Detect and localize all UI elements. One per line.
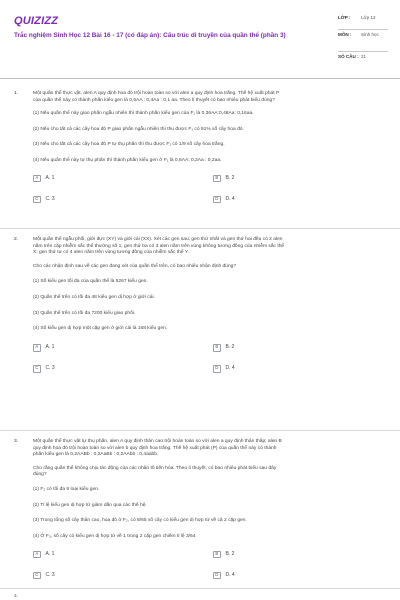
option-d[interactable] (213, 195, 235, 205)
next-question-number: 4. (14, 594, 19, 599)
question-stem-line: của quần thể này có thành phần kiểu gen là 0,5AA : 0,4Aa : 0,1 aa. Theo lí thuyết có bao nhiêu phát biểu đúng? (33, 97, 275, 103)
option-c[interactable] (33, 570, 55, 580)
option-d[interactable] (213, 364, 235, 374)
option-b[interactable] (213, 549, 234, 559)
option-letter-box: B (213, 175, 221, 183)
option-letter-box: D (213, 196, 221, 204)
statement: (1) Số kiểu gen tối đa của quần thể là 5267 kiểu gen. (33, 279, 148, 285)
option-letter-box: C (33, 196, 41, 204)
meta-label-socau: SỐ CÂU : (338, 54, 359, 59)
question-prompt: Cho các nhận định sau về các gen đang xét của quần thể trên, có bao nhiêu nhận định đúng? (33, 263, 237, 269)
meta-row-lop (338, 13, 388, 30)
question-body (33, 237, 388, 383)
question-stem-line: Một quần thể ngẫu phối, giới đực (XY) và giới cái (XX). Xét các gen sau: gen thứ nhất và gen thứ hai đều có 2 alen (33, 237, 283, 242)
question-stem-line: Một quần thể thực vật, alen A quy định hoa đỏ trội hoàn toàn so với alen a quy định hoa trắng. Thế hệ xuất phát P (33, 91, 280, 96)
question-number: 1. (14, 91, 19, 96)
option-c[interactable] (33, 195, 55, 205)
option-label: A. 1 (45, 551, 55, 558)
meta-value-mon: Sinh học (361, 32, 379, 37)
meta-row-socau (338, 52, 388, 67)
meta-value-socau: 21 (361, 54, 367, 59)
quizizz-logo: QUIZIZZ (14, 15, 59, 27)
statement: (4) Nếu quần thể này tự thụ phấn thì thành phần kiểu gen ở F₁ là 0,6AA: 0,2Aa : 0,2aa. (33, 157, 222, 163)
option-a[interactable] (33, 343, 54, 353)
option-d[interactable] (213, 570, 235, 580)
option-label: D. 4 (225, 196, 235, 203)
question-number: 3. (14, 439, 19, 444)
option-a[interactable] (33, 174, 54, 184)
option-letter-box: D (213, 365, 221, 373)
statement: (2) Nếu cho tất cả các cây hoa đỏ P giao phấn ngẫu nhiên thì thu được F₁ có 91% số cây hoa đỏ. (33, 126, 244, 132)
option-letter-box: A (33, 551, 41, 559)
question-stem-line: quy định hoa đỏ trội hoàn toàn so với alen b quy định hoa trắng. Thế hệ xuất phát (P) của quần thể này có thành (33, 445, 277, 451)
statement: (3) Trong tổng số cây thân cao, hoa đỏ ở F₂, có 8/65 số cây có kiểu gen dị hợp tử về cả 2 cặp gen. (33, 518, 247, 524)
option-b[interactable] (213, 343, 234, 353)
option-label: C. 3 (45, 196, 55, 203)
option-label: B. 2 (225, 175, 235, 182)
option-label: A. 1 (45, 175, 55, 182)
question-stem-line: Một quần thể thực vật tự thụ phấn, alen A quy định thân cao trội hoàn toàn so với alen a quy định thân thấp; alen B (33, 439, 282, 444)
option-label: B. 2 (225, 551, 235, 558)
statement: (3) Nếu cho tất cả các cây hoa đỏ P tự thụ phấn thì thu được F₁ có 1/9 số cây hoa trắng. (33, 142, 225, 148)
question-number: 2. (14, 237, 19, 242)
question-stem-line: phần kiểu gen là 0,2AABb : 0,2AaBb : 0,2AAbb : 0,4aabb. (33, 452, 159, 458)
page-title: Trắc nghiệm Sinh Học 12 Bài 16 - 17 (có đáp án): Cấu trúc di truyền của quần thể (phần 3) (14, 32, 286, 39)
option-letter-box: D (213, 572, 221, 580)
question-prompt-line: Cho rằng quần thể không chịu tác động của các nhân tố tiến hóa. Theo lí thuyết, có bao nhiêu phát biểu sau đây (33, 465, 277, 471)
question-divider (0, 588, 400, 589)
option-label: C. 3 (45, 365, 55, 372)
answer-options (33, 549, 388, 589)
option-label: C. 3 (45, 572, 55, 579)
option-letter-box: A (33, 344, 41, 352)
option-b[interactable] (213, 174, 234, 184)
meta-value-lop: Lớp 12 (361, 15, 376, 20)
option-c[interactable] (33, 364, 55, 374)
question-stem-line: X; gen thứ tư có 4 alen nằm trên vùng tương đồng của nhiễm sắc thể Y. (33, 250, 189, 256)
answer-options (33, 174, 388, 214)
statement: (1) F₂ có tối đa 9 loại kiểu gen. (33, 486, 100, 492)
question-stem-line: nằm trên cặp nhiễm sắc thể thường số 1; gen thứ ba có 3 alen nằm trên vùng không tương đồng của nhiễm sắc thể (33, 243, 285, 249)
question-prompt-line: đúng? (33, 472, 47, 478)
header-divider (0, 78, 400, 79)
option-label: A. 1 (45, 344, 55, 351)
option-letter-box: B (213, 344, 221, 352)
option-label: D. 4 (225, 572, 235, 579)
option-letter-box: C (33, 365, 41, 373)
option-letter-box: B (213, 551, 221, 559)
option-a[interactable] (33, 549, 54, 559)
question-divider (0, 228, 400, 229)
statement: (2) Quần thể trên có tối đa 48 kiểu gen dị hợp ở giới cái. (33, 294, 155, 300)
meta-row-mon (338, 30, 388, 52)
statement: (1) Nếu quần thể này giao phấn ngẫu nhiên thì thành phần kiểu gen của F₁ là 0,36AA:0,48Aa: 0,16aa. (33, 111, 254, 117)
meta-table (338, 13, 388, 67)
meta-label-lop: LỚP : (338, 15, 351, 20)
option-label: B. 2 (225, 344, 235, 351)
answer-options (33, 343, 388, 383)
question-body (33, 91, 388, 214)
statement: (4) Ở F₃, số cây có kiểu gen dị hợp tử về 1 trong 2 cặp gen chiếm tỉ lệ 3/64 (33, 533, 196, 539)
question-body (33, 439, 388, 589)
option-letter-box: A (33, 175, 41, 183)
statement: (4) Số kiểu gen dị hợp một cặp gen ở giới cái là 168 kiểu gen. (33, 326, 168, 332)
option-letter-box: C (33, 572, 41, 580)
statement: (2) Tỉ lệ kiểu gen dị hợp tử giảm dần qua các thế hệ. (33, 502, 147, 508)
question-divider (0, 430, 400, 431)
option-label: D. 4 (225, 365, 235, 372)
meta-label-mon: MÔN : (338, 32, 352, 37)
statement: (3) Quần thể trên có tối đa 7200 kiểu giao phối. (33, 310, 136, 316)
